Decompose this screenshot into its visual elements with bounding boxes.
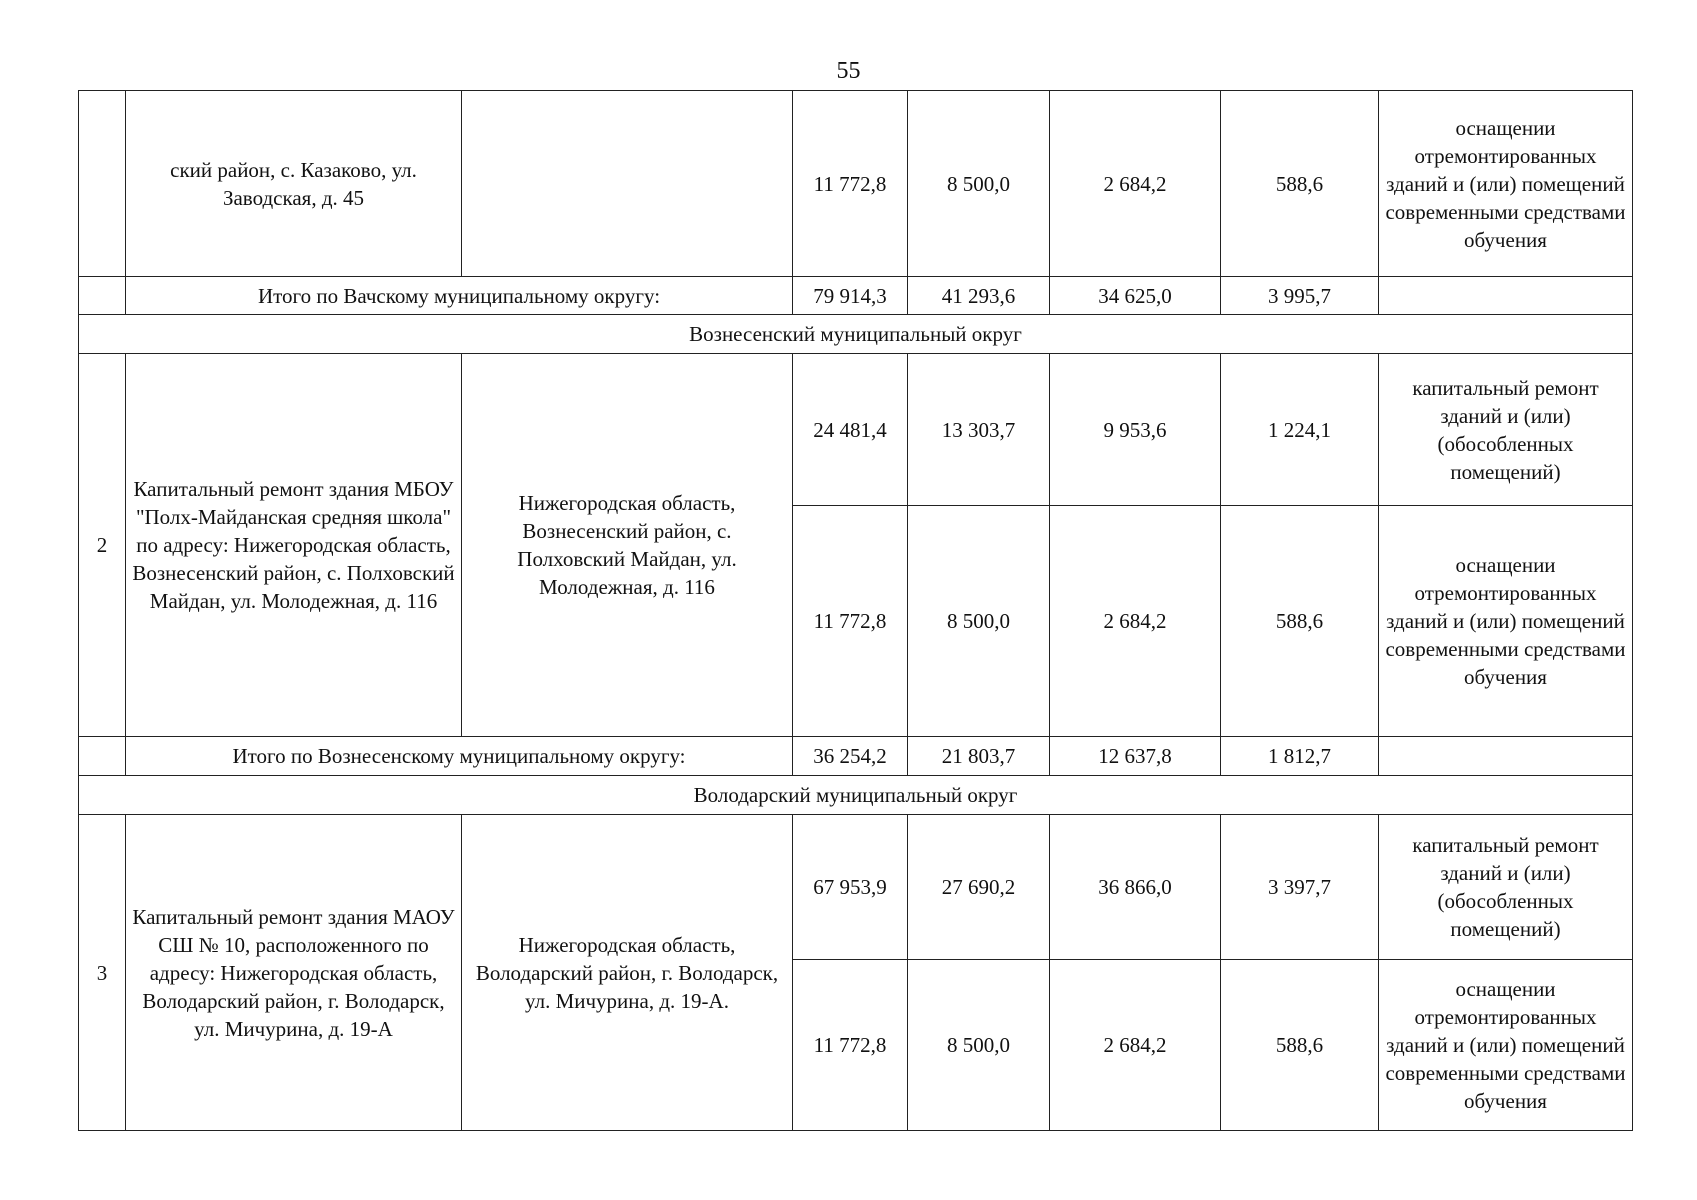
federal-amount-cell: 13 303,7 [908,354,1050,506]
work-type-cell: оснащении отремонтированных зданий и (или) помещений современными средствами обучения [1379,960,1633,1131]
subtotal-label: Итого по Вознесенскому муниципальному округу: [126,737,793,776]
local-amount-cell: 1 224,1 [1221,354,1379,506]
district-heading: Володарский муниципальный округ [79,776,1633,815]
funding-table [78,90,1633,1131]
row-number-cell [79,91,126,277]
subtotal-row [79,737,1633,776]
work-type-cell [1379,277,1633,315]
object-name-cell: Капитальный ремонт здания МАОУ СШ № 10, расположенного по адресу: Нижегородская область, Володарский район, г. Володарск, ул. Мичурина, д. 19-А [126,815,462,1131]
work-type-cell: оснащении отремонтированных зданий и (или) помещений современными средствами обучения [1379,506,1633,737]
row-number-cell: 3 [79,815,126,1131]
section-header-row [79,315,1633,354]
total-amount-cell: 67 953,9 [793,815,908,960]
table-row [79,354,1633,506]
federal-amount-cell: 8 500,0 [908,506,1050,737]
row-number-cell [79,737,126,776]
page-number: 55 [836,58,861,84]
federal-amount-cell: 27 690,2 [908,815,1050,960]
local-amount-cell: 588,6 [1221,506,1379,737]
address-cell: Нижегородская область, Вознесенский район, с. Полховский Майдан, ул. Молодежная, д. 116 [462,354,793,737]
address-cell [462,91,793,277]
subtotal-row [79,277,1633,315]
total-amount-cell: 24 481,4 [793,354,908,506]
subtotal-total: 79 914,3 [793,277,908,315]
federal-amount-cell: 8 500,0 [908,91,1050,277]
object-name-cell: ский район, с. Казаково, ул. Заводская, д. 45 [126,91,462,277]
row-number-cell [79,277,126,315]
local-amount-cell: 588,6 [1221,960,1379,1131]
work-type-cell: капитальный ремонт зданий и (или) (обособленных помещений) [1379,815,1633,960]
work-type-cell: капитальный ремонт зданий и (или) (обособленных помещений) [1379,354,1633,506]
work-type-cell: оснащении отремонтированных зданий и (или) помещений современными средствами обучения [1379,91,1633,277]
local-amount-cell: 3 397,7 [1221,815,1379,960]
address-cell: Нижегородская область, Володарский район, г. Володарск, ул. Мичурина, д. 19-А. [462,815,793,1131]
local-amount-cell: 588,6 [1221,91,1379,277]
subtotal-regional: 12 637,8 [1050,737,1221,776]
object-name-cell: Капитальный ремонт здания МБОУ "Полх-Майданская средняя школа" по адресу: Нижегородская область, Вознесенский район, с. Полховский Майдан, ул. Молодежная, д. 116 [126,354,462,737]
regional-amount-cell: 2 684,2 [1050,506,1221,737]
total-amount-cell: 11 772,8 [793,506,908,737]
table-row [79,815,1633,960]
subtotal-local: 3 995,7 [1221,277,1379,315]
subtotal-label: Итого по Вачскому муниципальному округу: [126,277,793,315]
regional-amount-cell: 2 684,2 [1050,91,1221,277]
subtotal-federal: 21 803,7 [908,737,1050,776]
table-row [79,91,1633,277]
section-header-row [79,776,1633,815]
row-number-cell: 2 [79,354,126,737]
subtotal-regional: 34 625,0 [1050,277,1221,315]
subtotal-total: 36 254,2 [793,737,908,776]
regional-amount-cell: 2 684,2 [1050,960,1221,1131]
regional-amount-cell: 36 866,0 [1050,815,1221,960]
total-amount-cell: 11 772,8 [793,960,908,1131]
subtotal-federal: 41 293,6 [908,277,1050,315]
district-heading: Вознесенский муниципальный округ [79,315,1633,354]
federal-amount-cell: 8 500,0 [908,960,1050,1131]
total-amount-cell: 11 772,8 [793,91,908,277]
subtotal-local: 1 812,7 [1221,737,1379,776]
regional-amount-cell: 9 953,6 [1050,354,1221,506]
work-type-cell [1379,737,1633,776]
